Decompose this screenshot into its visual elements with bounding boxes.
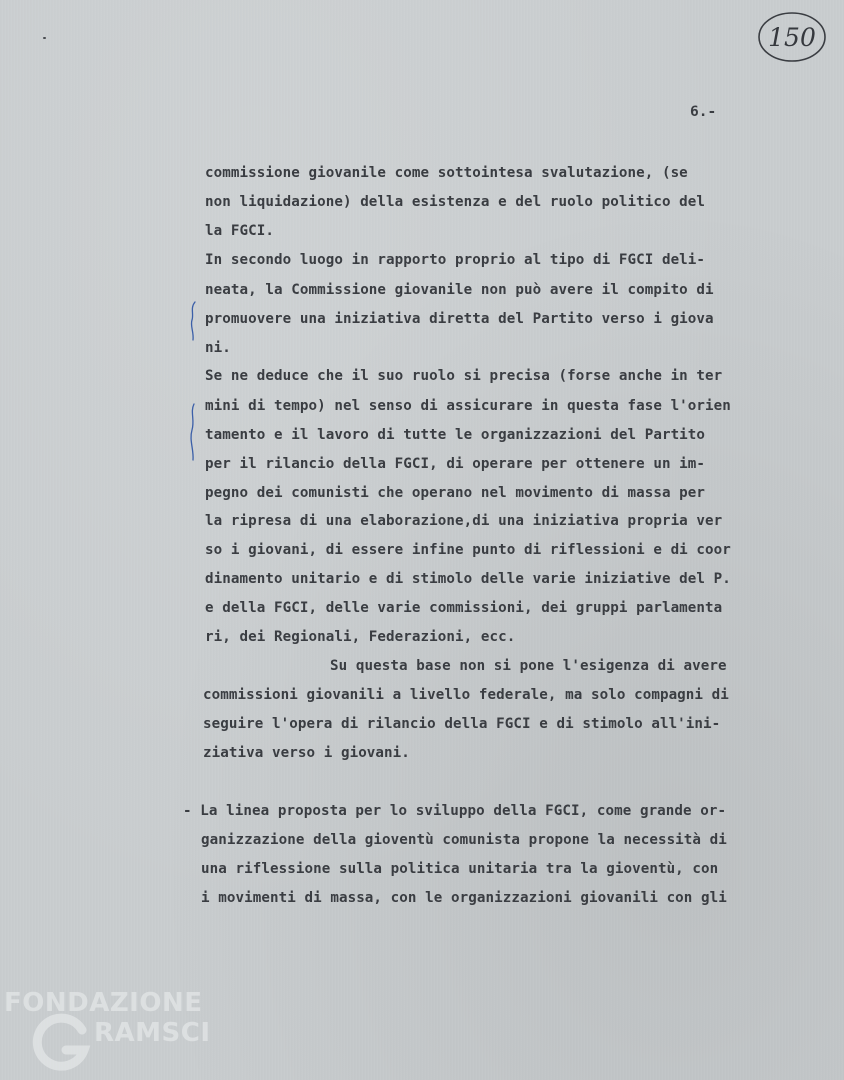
text-line: la ripresa di una elaborazione,di una iniziativa propria ver xyxy=(205,513,723,529)
text-line: Su questa base non si pone l'esigenza di avere xyxy=(330,658,727,674)
scan-speck xyxy=(43,37,46,39)
text-line: Se ne deduce che il suo ruolo si precisa (forse anche in ter xyxy=(205,368,723,384)
text-line: i movimenti di massa, con le organizzazioni giovanili con gli xyxy=(201,890,727,906)
blue-pen-bracket-icon xyxy=(184,402,200,462)
page-number: 6.- xyxy=(690,104,717,120)
text-line: In secondo luogo in rapporto proprio al tipo di FGCI deli- xyxy=(205,252,706,268)
text-line: so i giovani, di essere infine punto di riflessioni e di coor xyxy=(205,542,731,558)
text-line: tamento e il lavoro di tutte le organizzazioni del Partito xyxy=(205,427,706,443)
text-line: una riflessione sulla politica unitaria tra la gioventù, con xyxy=(201,861,719,877)
text-line: dinamento unitario e di stimolo delle varie iniziative del P. xyxy=(205,571,731,587)
text-line: ziativa verso i giovani. xyxy=(203,745,410,761)
watermark-line-2: RAMSCI xyxy=(94,1018,211,1048)
fondazione-gramsci-watermark xyxy=(0,980,230,1080)
text-line: commissioni giovanili a livello federale, ma solo compagni di xyxy=(203,687,729,703)
text-line: seguire l'opera di rilancio della FGCI e di stimolo all'ini- xyxy=(203,716,721,732)
text-line: per il rilancio della FGCI, di operare per ottenere un im- xyxy=(205,456,706,472)
text-line: ri, dei Regionali, Federazioni, ecc. xyxy=(205,629,516,645)
text-line: non liquidazione) della esistenza e del ruolo politico del xyxy=(205,194,706,210)
text-line: ni. xyxy=(205,340,231,356)
archive-page-stamp xyxy=(757,10,827,64)
text-line: ganizzazione della gioventù comunista propone la necessità di xyxy=(201,832,727,848)
text-line: mini di tempo) nel senso di assicurare in questa fase l'orien xyxy=(205,398,731,414)
watermark-line-1: FONDAZIONE xyxy=(4,988,203,1018)
blue-pen-bracket-icon xyxy=(184,300,200,342)
text-line: neata, la Commissione giovanile non può avere il compito di xyxy=(205,282,714,298)
text-line: la FGCI. xyxy=(205,223,274,239)
fondazione-gramsci-g-logo-icon xyxy=(30,1010,94,1074)
text-line: commissione giovanile come sottointesa svalutazione, (se xyxy=(205,165,688,181)
text-line: e della FGCI, delle varie commissioni, dei gruppi parlamenta xyxy=(205,600,723,616)
archive-page-stamp-text: 150 xyxy=(768,22,816,52)
text-line: pegno dei comunisti che operano nel movimento di massa per xyxy=(205,485,706,501)
text-line: promuovere una iniziativa diretta del Partito verso i giova xyxy=(205,311,714,327)
text-line: - La linea proposta per lo sviluppo della FGCI, come grande or- xyxy=(183,803,727,819)
